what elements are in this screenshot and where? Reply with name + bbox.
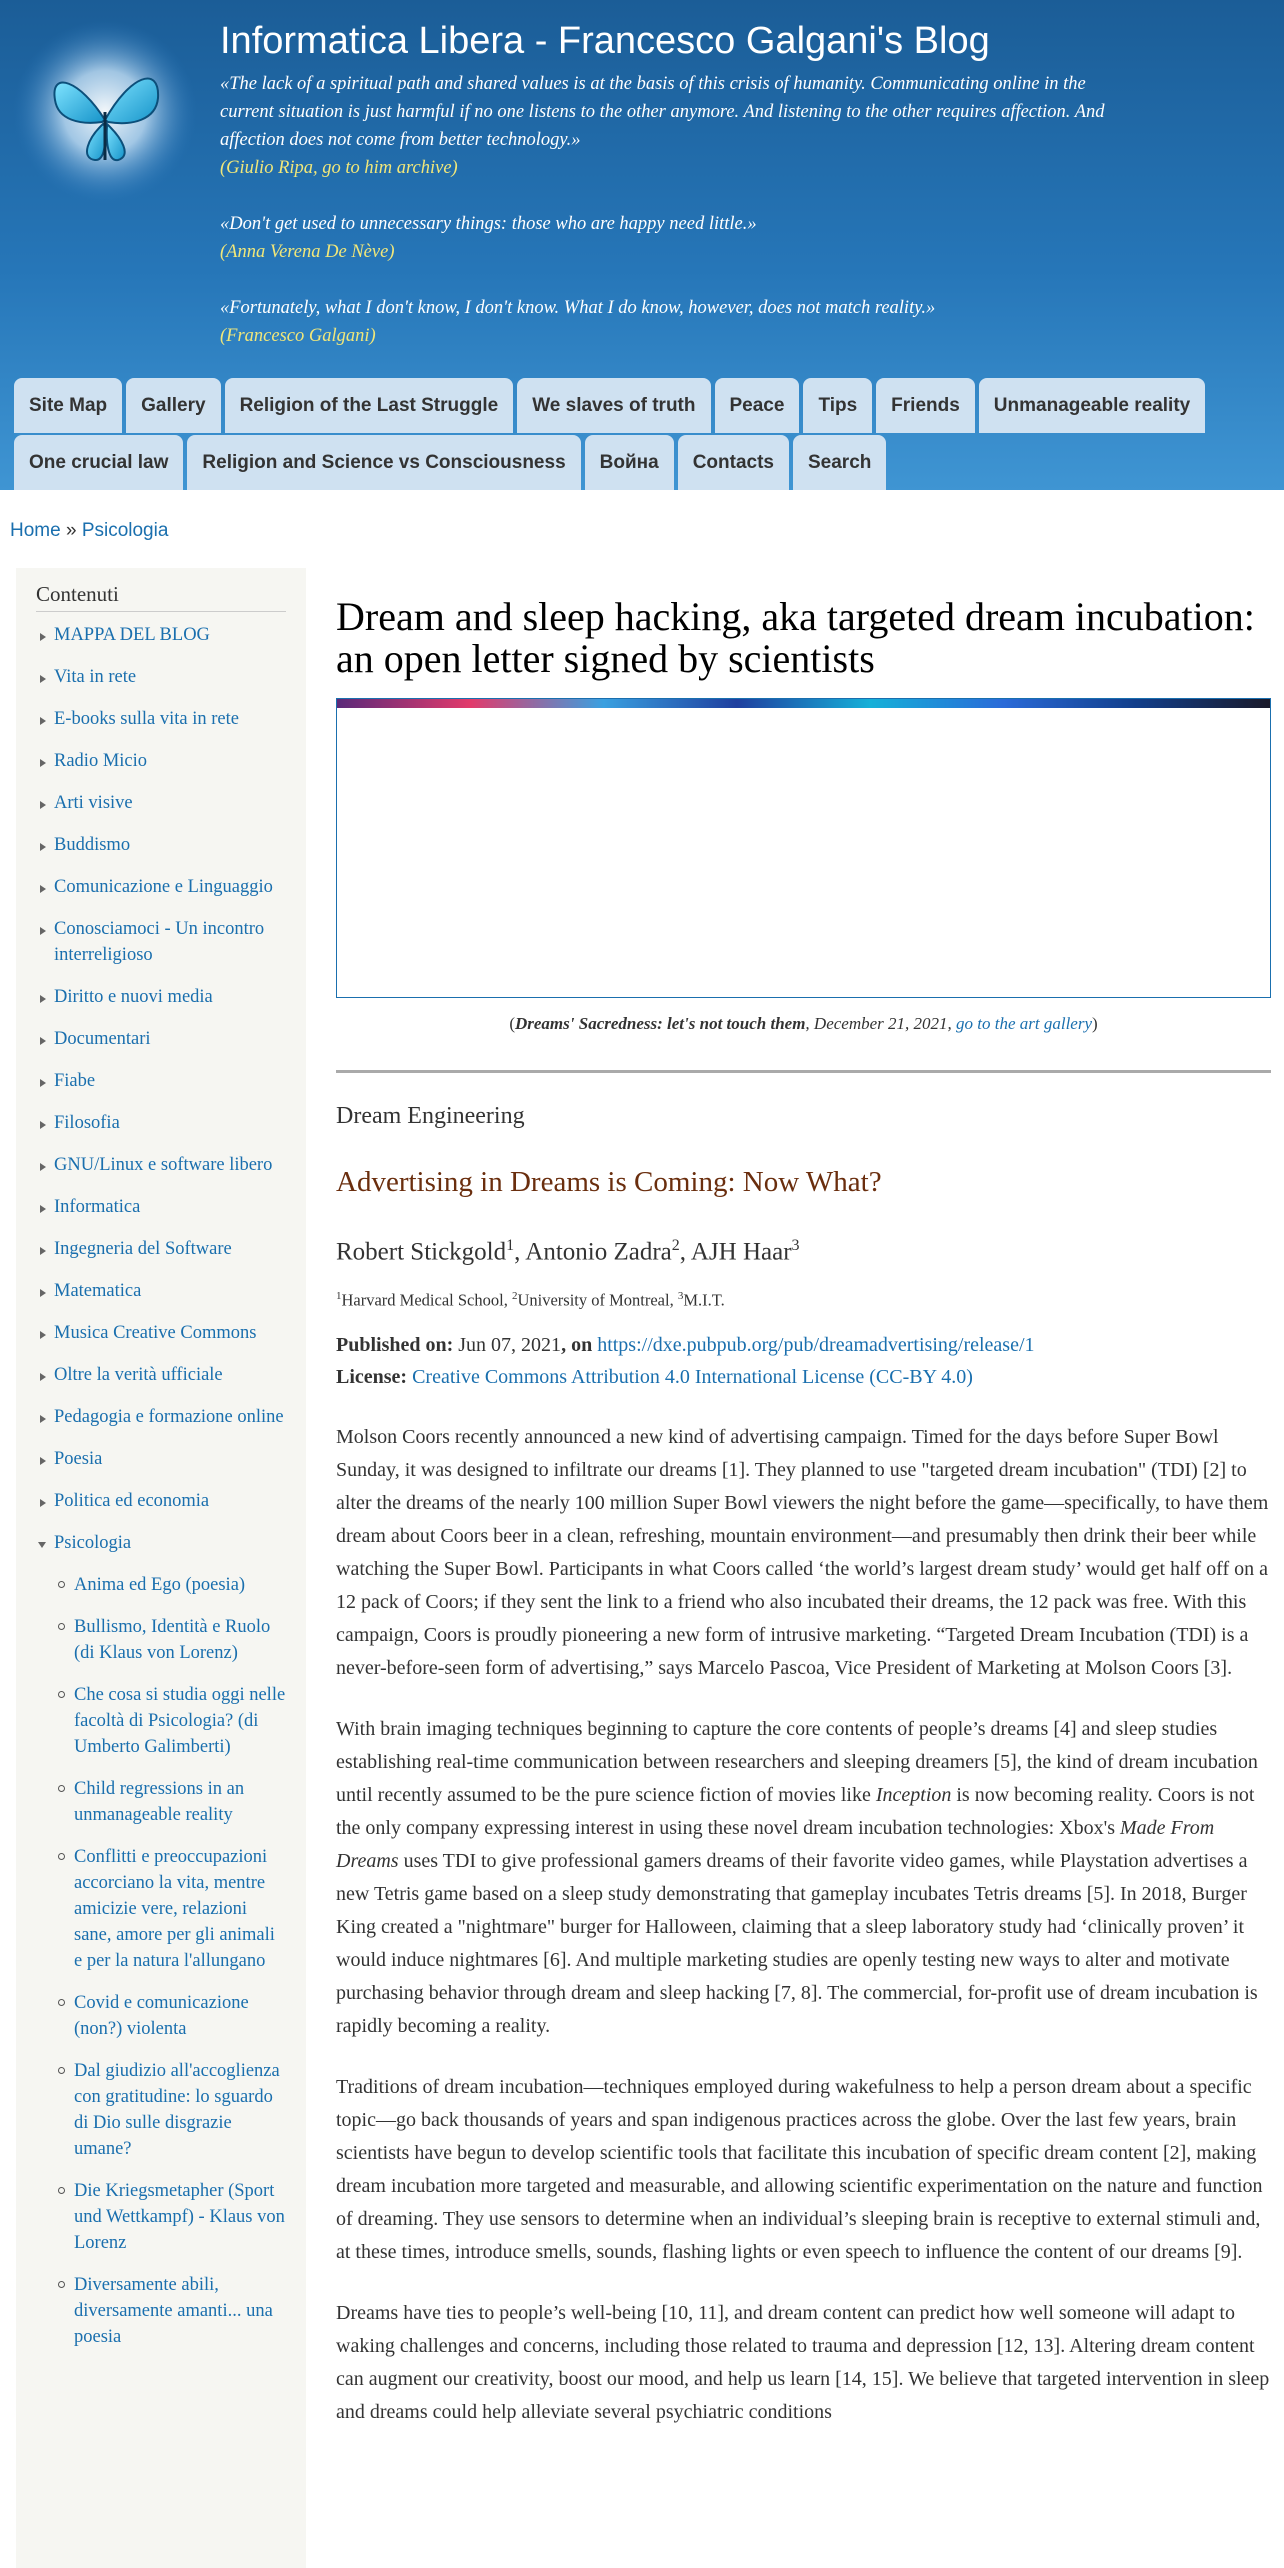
breadcrumb-home[interactable]: Home	[10, 520, 61, 541]
sidebar-item	[36, 1278, 286, 1304]
sidebar-sublink[interactable]: Child regressions in an unmanageable reality	[74, 1779, 245, 1825]
bullet-icon	[40, 675, 46, 683]
bullet-icon	[40, 1373, 46, 1381]
paragraph: Dreams have ties to people’s well-being [10, 11], and dream content can predict how well someone will adapt to waking challenges and concerns, including those related to trauma and depression [12, 13]. Altering dream content can augment our creativity, boost our mood, and help us learn [14, 15]. We believe that targeted intervention in sleep and dreams could help alleviate several psychiatric conditions	[336, 2301, 1270, 2423]
bullet-icon	[40, 927, 46, 935]
quote-author[interactable]: (Giulio Ripa, go to him archive)	[220, 158, 458, 178]
menu-tab-peace[interactable]: Peace	[715, 378, 800, 433]
sidebar-sublink[interactable]: Diversamente abili, diversamente amanti... una poesia	[74, 2275, 273, 2347]
quote	[220, 294, 1120, 350]
sidebar-link[interactable]: Poesia	[54, 1449, 103, 1469]
published-line	[336, 1329, 1271, 1361]
circle-bullet-icon	[58, 2067, 65, 2074]
bullet-icon	[40, 759, 46, 767]
site-name[interactable]: Informatica Libera - Francesco Galgani's Blog	[220, 20, 990, 62]
menu-tab-one-crucial-law[interactable]: One crucial law	[14, 435, 183, 490]
sidebar-submenu	[54, 1572, 286, 2350]
sidebar-link[interactable]: Filosofia	[54, 1113, 120, 1133]
published-url-link[interactable]: https://dxe.pubpub.org/pub/dreamadvertising/release/1	[597, 1333, 1035, 1356]
paragraph-text: With brain imaging techniques beginning to capture the core contents of people’s dreams [4] and sleep studies establishing real-time communication between researchers and sleeping dreamers [5], the kind of dream incubation until recently assumed to be the pure science fiction of movies like	[336, 1717, 1258, 1806]
sidebar-link[interactable]: Arti visive	[54, 793, 133, 813]
menu-tab-voyna[interactable]: Война	[585, 435, 674, 490]
caption-paren: (	[509, 1014, 515, 1033]
sidebar-link[interactable]: Conosciamoci - Un incontro interreligioso	[54, 919, 265, 965]
menu-tab-we-slaves-of-truth[interactable]: We slaves of truth	[517, 378, 710, 433]
site-header	[0, 0, 1284, 490]
bullet-icon	[40, 1331, 46, 1339]
quote-author: (Francesco Galgani)	[220, 326, 376, 346]
bullet-icon	[40, 995, 46, 1003]
bullet-icon	[40, 717, 46, 725]
sidebar-item	[36, 1362, 286, 1388]
sidebar-link[interactable]: Musica Creative Commons	[54, 1323, 257, 1343]
sidebar-link[interactable]: Oltre la verità ufficiale	[54, 1365, 223, 1385]
license-label: License:	[336, 1365, 408, 1388]
sidebar-subitem	[54, 1844, 286, 1974]
sidebar-link[interactable]: MAPPA DEL BLOG	[54, 625, 210, 645]
artwork-image-strip	[337, 699, 1270, 708]
menu-tab-search[interactable]: Search	[793, 435, 886, 490]
author-sup: 1	[506, 1237, 515, 1254]
sidebar-link[interactable]: Politica ed economia	[54, 1491, 210, 1511]
bullet-icon	[40, 1079, 46, 1087]
circle-bullet-icon	[58, 2187, 65, 2194]
sidebar-item	[36, 1110, 286, 1136]
published-label: Published on:	[336, 1333, 454, 1356]
bullet-icon	[40, 843, 46, 851]
bullet-icon	[40, 1121, 46, 1129]
breadcrumb-current[interactable]: Psicologia	[81, 520, 169, 541]
sidebar-link[interactable]: Matematica	[54, 1281, 142, 1301]
quote-text: «The lack of a spiritual path and shared values is at the basis of this crisis of humanity. Communicating online in the current situation is just harmful if no one listens to the other anymore. And listening to the other requires affection. And affection does not come from better technology.»	[220, 74, 1105, 150]
sidebar-subitem	[54, 1776, 286, 1828]
sidebar-item	[36, 748, 286, 774]
menu-tab-gallery[interactable]: Gallery	[126, 378, 220, 433]
main-menu	[14, 378, 1274, 490]
sidebar-sublink[interactable]: Che cosa si studia oggi nelle facoltà di Psicologia? (di Umberto Galimberti)	[74, 1685, 286, 1757]
sidebar-item	[36, 984, 286, 1010]
image-caption	[336, 1014, 1271, 1034]
affiliations	[336, 1290, 1271, 1311]
author-name: Robert Stickgold	[336, 1238, 507, 1266]
sidebar-item	[36, 664, 286, 690]
paragraph	[336, 1713, 1271, 2043]
circle-bullet-icon	[58, 1853, 65, 1860]
bullet-icon	[40, 1289, 46, 1297]
sidebar-subitem	[54, 2058, 286, 2162]
sidebar-link[interactable]: Ingegneria del Software	[54, 1239, 232, 1259]
bullet-icon	[40, 1499, 46, 1507]
sidebar-subitem	[54, 1572, 286, 1598]
circle-bullet-icon	[58, 2281, 65, 2288]
sidebar-item	[36, 1152, 286, 1178]
authors: Robert Stickgold$^1$, Antonio Zadra$^2$, AJH Haar$^3$	[336, 1237, 800, 1266]
sidebar-link[interactable]: Diritto e nuovi media	[54, 987, 213, 1007]
bullet-icon	[40, 1037, 46, 1045]
sidebar-title: Contenuti	[36, 582, 286, 612]
affiliation-sup: 3	[677, 1290, 684, 1303]
sidebar-item	[36, 1320, 286, 1346]
quote	[220, 70, 1120, 182]
license-link[interactable]: Creative Commons Attribution 4.0 International License (CC-BY 4.0)	[412, 1365, 973, 1388]
affiliation-sup: 1	[336, 1290, 342, 1303]
sidebar-link[interactable]: GNU/Linux e software libero	[54, 1155, 273, 1175]
bullet-icon	[40, 885, 46, 893]
sidebar-subitem	[54, 1682, 286, 1760]
sidebar-item	[36, 1488, 286, 1514]
paragraph: Traditions of dream incubation—techniques employed during wakefulness to help a person dream about a specific topic—go back thousands of years and span indigenous practices across the globe. Over the last few years, brain scientists have begun to develop scientific tools that facilitate this incubation of specific dream content [2], making dream incubation more targeted and measurable, and allowing scientific experimentation on the nature and function of dreaming. They use sensors to determine when an individual’s sleeping brain is receptive to external stimuli and, at these times, introduce smells, sounds, flashing lights or even speech to influence the content of our dreams [9].	[336, 2075, 1263, 2263]
breadcrumb-separator: »	[60, 520, 82, 541]
page-title: Dream and sleep hacking, aka targeted dream incubation: an open letter signed by scientists	[336, 594, 1255, 681]
sidebar-menu	[36, 622, 286, 2350]
paragraph-text: uses TDI to give professional gamers dreams of their favorite video games, while Playstation advertises a new Tetris game based on a sleep study demonstrating that gameplay incubates Tetris dreams [5]. In 2018, Burger King created a "nightmare" burger for Halloween, claiming that a sleep laboratory study had ‘clinically proven’ it would induce nightmares [6]. And multiple marketing studies are openly testing new ways to alter and motivate purchasing behavior through dream and sleep hacking [7, 8]. The commercial, for-profit use of dream incubation is rapidly becoming a reality.	[336, 1849, 1258, 2037]
main-content	[336, 596, 1271, 2429]
caption-date: , December 21, 2021,	[805, 1014, 957, 1033]
sidebar-item	[36, 1194, 286, 1220]
sidebar-sublink[interactable]: Anima ed Ego (poesia)	[74, 1575, 246, 1595]
sidebar	[16, 568, 306, 2568]
butterfly-logo[interactable]	[10, 20, 200, 210]
sidebar-item	[36, 1404, 286, 1430]
caption-paren: )	[1092, 1014, 1098, 1033]
menu-tab-site-map[interactable]: Site Map	[14, 378, 122, 433]
paragraph-text: is now becoming reality. Coors is not the only company expressing interest in using these novel dream incubation technologies: Xbox's	[336, 1783, 1255, 1839]
author-sup: 3	[791, 1237, 800, 1254]
sidebar-item	[36, 1068, 286, 1094]
circle-bullet-icon	[58, 1999, 65, 2006]
menu-tab-religion-last-struggle[interactable]: Religion of the Last Struggle	[225, 378, 514, 433]
sidebar-item	[36, 832, 286, 858]
sidebar-item	[36, 706, 286, 732]
gallery-link[interactable]: go to the art gallery	[956, 1014, 1093, 1033]
sidebar-sublink[interactable]: Bullismo, Identità e Ruolo (di Klaus von Lorenz)	[74, 1617, 271, 1663]
article-title: Advertising in Dreams is Coming: Now What?	[336, 1166, 882, 1198]
sidebar-sublink[interactable]: Die Kriegsmetapher (Sport und Wettkampf) - Klaus von Lorenz	[74, 2181, 285, 2253]
paragraph: Molson Coors recently announced a new kind of advertising campaign. Timed for the days before Super Bowl Sunday, it was designed to infiltrate our dreams [1]. They planned to use "targeted dream incubation" (TDI) [2] to alter the dreams of the nearly 100 million Super Bowl viewers the night before the game—specifically, to have them dream about Coors beer in a clean, refreshing, mountain environment—and presumably then drink their beer while watching the Super Bowl. Participants in what Coors called ‘the world’s largest dream study’ would get half off on a 12 pack of Coors; if they sent the link to a friend who also incubated their dreams, the 12 pack was free. With this campaign, Coors is proudly pioneering a new form of intrusive marketing. “Targeted Dream Incubation (TDI) is a never-before-seen form of advertising,” says Marcelo Pascoa, Vice President of Marketing at Molson Coors [3].	[336, 1425, 1269, 1679]
quote-text: «Fortunately, what I don't know, I don't know. What I do know, however, does not match reality.»	[220, 298, 936, 318]
paragraph-emphasis: Inception	[875, 1783, 952, 1806]
sidebar-link[interactable]: Buddismo	[54, 835, 131, 855]
sidebar-item	[36, 1026, 286, 1052]
sidebar-link-psicologia[interactable]: Psicologia	[54, 1533, 132, 1553]
sidebar-sublink[interactable]: Dal giudizio all'accoglienza con gratitudine: lo sguardo di Dio sulle disgrazie umane?	[74, 2061, 280, 2159]
menu-tab-friends[interactable]: Friends	[876, 378, 975, 433]
sidebar-link[interactable]: Informatica	[54, 1197, 141, 1217]
sidebar-item	[36, 1446, 286, 1472]
sidebar-item	[36, 790, 286, 816]
bullet-icon	[40, 1415, 46, 1423]
author-name: AJH Haar	[690, 1238, 792, 1266]
sidebar-link[interactable]: Vita in rete	[54, 667, 137, 687]
sidebar-subitem	[54, 1614, 286, 1666]
license-line	[336, 1361, 1271, 1393]
bullet-icon	[40, 1247, 46, 1255]
sidebar-item	[36, 622, 286, 648]
affiliation-name: M.I.T.	[683, 1290, 725, 1310]
menu-tab-tips[interactable]: Tips	[803, 378, 872, 433]
published-on: , on	[561, 1333, 598, 1356]
sidebar-item	[36, 916, 286, 968]
site-slogan	[220, 70, 1120, 378]
circle-bullet-icon	[58, 1623, 65, 1630]
circle-bullet-icon	[58, 1785, 65, 1792]
affiliation-sup: 2	[511, 1290, 518, 1303]
quote	[220, 210, 1120, 266]
author-name: Antonio Zadra	[525, 1238, 672, 1266]
breadcrumb	[10, 520, 168, 542]
section-label: Dream Engineering	[336, 1103, 525, 1129]
sidebar-subitem	[54, 2272, 286, 2350]
bullet-icon	[40, 1163, 46, 1171]
menu-tab-contacts[interactable]: Contacts	[678, 435, 789, 490]
expanded-icon	[38, 1542, 46, 1548]
sidebar-link[interactable]: E-books sulla vita in rete	[54, 709, 239, 729]
sidebar-link[interactable]: Documentari	[54, 1029, 151, 1049]
affiliation-name: University of Montreal,	[517, 1290, 678, 1310]
affiliation-name: Harvard Medical School,	[341, 1290, 512, 1310]
bullet-icon	[40, 1457, 46, 1465]
sidebar-subitem	[54, 2178, 286, 2256]
sidebar-link[interactable]: Pedagogia e formazione online	[54, 1407, 284, 1427]
menu-tab-religion-science[interactable]: Religion and Science vs Consciousness	[187, 435, 580, 490]
sidebar-item-open	[36, 1530, 286, 2350]
sidebar-link[interactable]: Fiabe	[54, 1071, 96, 1091]
quote-author: (Anna Verena De Nève)	[220, 242, 395, 262]
circle-bullet-icon	[58, 1581, 65, 1588]
sidebar-sublink[interactable]: Covid e comunicazione (non?) violenta	[74, 1993, 249, 2039]
paragraph-emphasis: Made From Dreams	[336, 1816, 1215, 1872]
sidebar-subitem	[54, 1990, 286, 2042]
circle-bullet-icon	[58, 1691, 65, 1698]
bullet-icon	[40, 801, 46, 809]
bullet-icon	[40, 1205, 46, 1213]
published-date: Jun 07, 2021	[453, 1333, 562, 1356]
divider	[336, 1070, 1271, 1073]
sidebar-link[interactable]: Comunicazione e Linguaggio	[54, 877, 273, 897]
sidebar-item	[36, 874, 286, 900]
sidebar-link[interactable]: Radio Micio	[54, 751, 148, 771]
artwork-banner[interactable]	[336, 698, 1271, 998]
quote-text: «Don't get used to unnecessary things: those who are happy need little.»	[220, 214, 757, 234]
bullet-icon	[40, 633, 46, 641]
author-sup: 2	[671, 1237, 680, 1254]
menu-tab-unmanageable-reality[interactable]: Unmanageable reality	[979, 378, 1205, 433]
sidebar-item	[36, 1236, 286, 1262]
sidebar-sublink[interactable]: Conflitti e preoccupazioni accorciano la vita, mentre amicizie vere, relazioni sane, amore per gli animali e per la natura l'allungano	[74, 1847, 275, 1971]
caption-title: Dreams' Sacredness: let's not touch them	[514, 1014, 806, 1033]
